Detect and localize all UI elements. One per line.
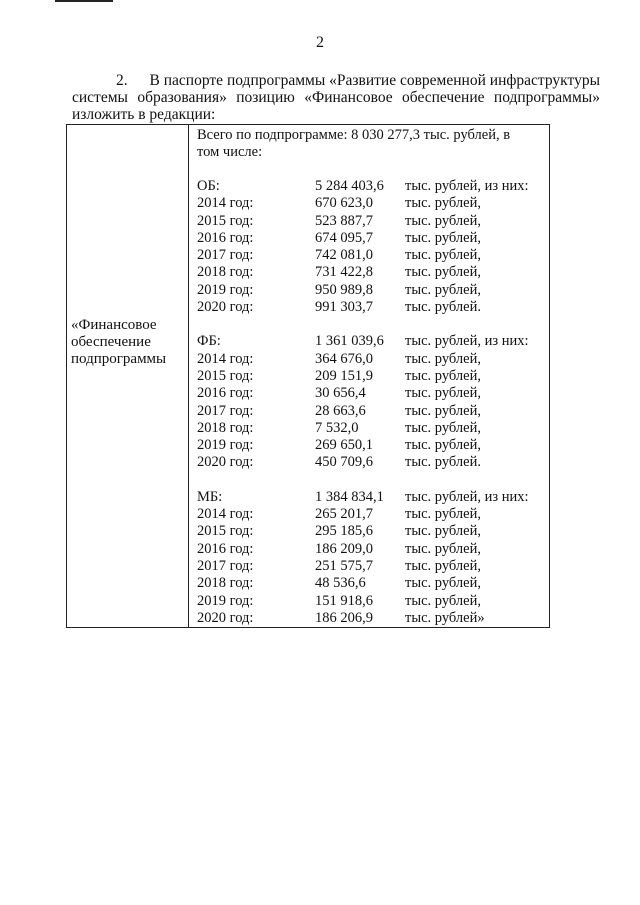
group-total-row [197, 489, 547, 506]
budget-group-mb [197, 489, 547, 627]
year-unit: тыс. рублей. [405, 454, 481, 471]
year-unit: тыс. рублей, [405, 195, 481, 212]
year-label: 2020 год: [197, 299, 254, 316]
financing-content-cell [197, 127, 547, 627]
year-amount: 950 989,8 [315, 281, 373, 298]
group-total: 1 384 834,1 [315, 488, 384, 505]
total-line-cont: том числе: [197, 144, 263, 160]
year-row [197, 230, 547, 247]
financing-table [66, 124, 550, 628]
year-row [197, 282, 547, 299]
budget-group-ob [197, 178, 547, 316]
year-label: 2018 год: [197, 575, 254, 592]
group-total: 1 361 039,6 [315, 333, 384, 350]
year-amount: 364 676,0 [315, 350, 373, 367]
year-amount: 991 303,7 [315, 299, 373, 316]
group-total-unit: тыс. рублей, из них: [405, 333, 529, 350]
year-unit: тыс. рублей, [405, 402, 481, 419]
year-label: 2020 год: [197, 609, 254, 626]
intro-line-1 [72, 72, 600, 89]
label-line: обеспечение [71, 334, 151, 350]
year-row [197, 385, 547, 402]
year-label: 2014 год: [197, 195, 254, 212]
year-label: 2016 год: [197, 229, 254, 246]
year-label: 2015 год: [197, 523, 254, 540]
year-row [197, 368, 547, 385]
group-name: ФБ: [197, 333, 221, 350]
year-unit: тыс. рублей, [405, 247, 481, 264]
year-row [197, 403, 547, 420]
year-label: 2020 год: [197, 454, 254, 471]
year-amount: 186 206,9 [315, 609, 373, 626]
year-unit: тыс. рублей, [405, 350, 481, 367]
column-divider [188, 125, 189, 627]
label-line: подпрограммы [71, 351, 167, 367]
year-label: 2014 год: [197, 350, 254, 367]
year-amount: 151 918,6 [315, 592, 373, 609]
intro-paragraph [72, 72, 600, 123]
intro-word: «Развитие [329, 72, 397, 89]
year-amount: 674 095,7 [315, 229, 373, 246]
group-name: МБ: [197, 488, 223, 505]
year-label: 2018 год: [197, 264, 254, 281]
year-unit: тыс. рублей, [405, 212, 481, 229]
year-row [197, 213, 547, 230]
group-total-unit: тыс. рублей, из них: [405, 178, 529, 194]
year-label: 2019 год: [197, 592, 254, 609]
intro-word: образования» [137, 89, 227, 106]
year-amount: 186 209,0 [315, 540, 373, 557]
year-row [197, 454, 547, 471]
year-amount: 7 532,0 [315, 419, 359, 436]
year-amount: 670 623,0 [315, 195, 373, 212]
year-amount: 523 887,7 [315, 212, 373, 229]
year-label: 2017 год: [197, 557, 254, 574]
year-unit: тыс. рублей, [405, 419, 481, 436]
year-unit: тыс. рублей, [405, 367, 481, 384]
year-label: 2014 год: [197, 506, 254, 523]
group-total-unit: тыс. рублей, из них: [405, 488, 529, 505]
year-row [197, 420, 547, 437]
year-unit: тыс. рублей. [405, 299, 481, 316]
group-total: 5 284 403,6 [315, 178, 384, 194]
year-row [197, 523, 547, 540]
year-label: 2018 год: [197, 419, 254, 436]
group-total-row [197, 178, 547, 195]
year-row [197, 247, 547, 264]
year-label: 2016 год: [197, 385, 254, 402]
year-label: 2019 год: [197, 437, 254, 454]
year-row [197, 610, 547, 627]
year-label: 2017 год: [197, 402, 254, 419]
year-amount: 48 536,6 [315, 575, 366, 592]
intro-word: современной [399, 72, 486, 89]
year-unit: тыс. рублей, [405, 264, 481, 281]
intro-word: подпрограммы [226, 72, 326, 89]
intro-word: обеспечение [402, 89, 485, 106]
intro-word: В [149, 72, 160, 89]
year-row [197, 299, 547, 316]
year-row [197, 351, 547, 368]
page-number: 2 [316, 34, 324, 51]
intro-line-2 [72, 89, 600, 106]
year-row [197, 195, 547, 212]
year-label: 2016 год: [197, 540, 254, 557]
year-label: 2015 год: [197, 212, 254, 229]
year-unit: тыс. рублей, [405, 523, 481, 540]
group-name: ОБ: [197, 178, 220, 194]
intro-word: подпрограммы» [493, 89, 600, 106]
year-row [197, 506, 547, 523]
year-amount: 295 185,6 [315, 523, 373, 540]
year-row [197, 575, 547, 592]
item-number: 2. [116, 72, 128, 89]
year-row [197, 541, 547, 558]
year-label: 2017 год: [197, 247, 254, 264]
year-unit: тыс. рублей, [405, 592, 481, 609]
year-unit: тыс. рублей, [405, 281, 481, 298]
intro-word: паспорте [163, 72, 224, 89]
label-line: «Финансовое [71, 317, 157, 333]
intro-word: «Финансовое [304, 89, 393, 106]
intro-word: системы [72, 89, 128, 106]
year-amount: 269 650,1 [315, 437, 373, 454]
intro-word: позицию [236, 89, 295, 106]
year-amount: 731 422,8 [315, 264, 373, 281]
year-unit: тыс. рублей, [405, 229, 481, 246]
year-unit: тыс. рублей, [405, 506, 481, 523]
total-line: Всего по подпрограмме: 8 030 277,3 тыс. рублей, в [197, 127, 511, 143]
year-unit: тыс. рублей, [405, 575, 481, 592]
year-unit: тыс. рублей, [405, 557, 481, 574]
year-unit: тыс. рублей, [405, 540, 481, 557]
year-label: 2019 год: [197, 281, 254, 298]
year-amount: 265 201,7 [315, 506, 373, 523]
year-amount: 30 656,4 [315, 385, 366, 402]
year-amount: 209 151,9 [315, 367, 373, 384]
year-amount: 28 663,6 [315, 402, 366, 419]
year-unit: тыс. рублей, [405, 385, 481, 402]
year-unit: тыс. рублей» [405, 609, 485, 626]
top-edge-mark [55, 0, 113, 2]
year-amount: 742 081,0 [315, 247, 373, 264]
year-row [197, 437, 547, 454]
year-amount: 251 575,7 [315, 557, 373, 574]
position-label-cell [71, 317, 183, 368]
year-row [197, 593, 547, 610]
year-label: 2015 год: [197, 367, 254, 384]
year-unit: тыс. рублей, [405, 437, 481, 454]
intro-word: инфраструктуры [489, 72, 600, 89]
year-row [197, 264, 547, 281]
budget-group-fb [197, 333, 547, 471]
intro-line-3: изложить в редакции: [72, 106, 216, 123]
year-amount: 450 709,6 [315, 454, 373, 471]
group-total-row [197, 333, 547, 350]
year-row [197, 558, 547, 575]
